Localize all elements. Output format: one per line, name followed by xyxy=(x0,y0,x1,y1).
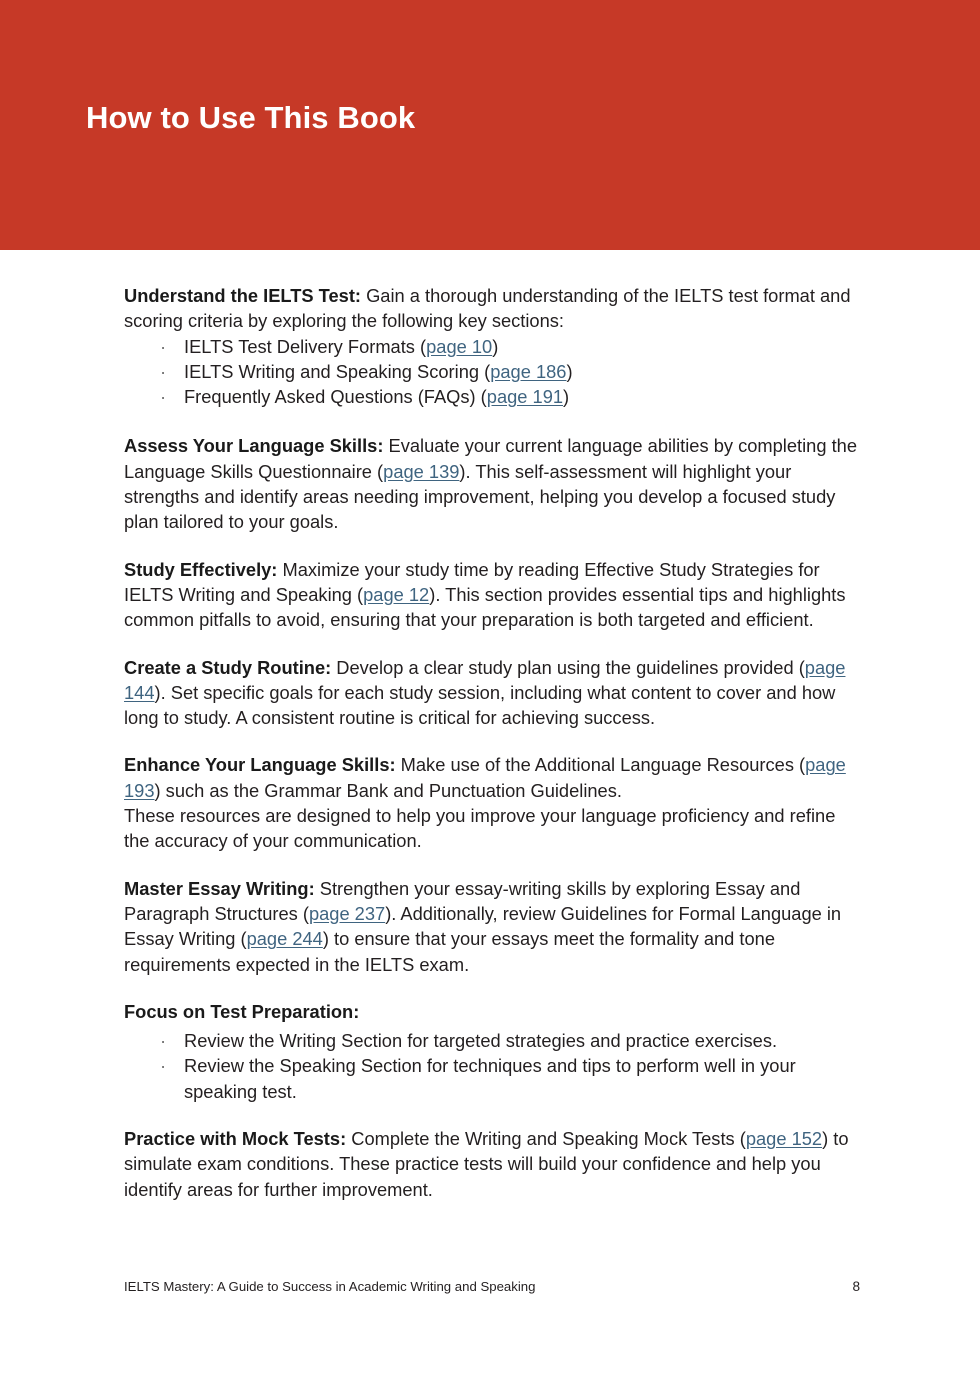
bullet-list-test-preparation xyxy=(124,1028,860,1104)
paragraph-assess-your-language-skills xyxy=(124,433,860,534)
list-item-text: IELTS Test Delivery Formats ( xyxy=(184,335,427,357)
paragraph-text: Strengthen your essay-writing skills by exploring Essay and Paragraph Structures ( xyxy=(124,877,801,924)
paragraph-text: Develop a clear study plan using the guidelines provided ( xyxy=(331,656,805,678)
paragraph-text: ). Additionally, review Guidelines for Formal Language in Essay Writing ( xyxy=(124,902,842,950)
paragraph-text: Maximize your study time by reading Effective Study Strategies for IELTS Writing and Speaking ( xyxy=(124,558,820,605)
paragraph-lead-in: Master Essay Writing: xyxy=(124,877,315,899)
paragraph-focus-on-test-preparation xyxy=(124,999,860,1024)
list-item xyxy=(124,1053,860,1104)
page-link[interactable]: page 193 xyxy=(124,754,846,801)
paragraph-text: ). This section provides essential tips and highlights common pitfalls to avoid, ensuring that your preparation is both targeted and efficient. xyxy=(124,583,846,631)
paragraph-master-essay-writing xyxy=(124,876,860,977)
bullet-dot-icon: · xyxy=(160,360,167,382)
page-link[interactable]: page 144 xyxy=(124,656,846,703)
bullet-dot-icon: · xyxy=(160,335,167,357)
bullet-list-key-sections xyxy=(124,334,860,410)
list-item-text-after: ) xyxy=(566,360,573,382)
bullet-dot-icon: · xyxy=(160,1055,167,1077)
paragraph-lead-in: Assess Your Language Skills: xyxy=(124,435,384,457)
paragraph-text: Evaluate your current language abilities by completing the Language Skills Questionnaire ( xyxy=(124,435,857,482)
paragraph-text: ). This self-assessment will highlight your strengths and identify areas needing improvement, helping you develop a focused study plan tailored to your goals. xyxy=(124,460,836,533)
list-item xyxy=(124,384,860,409)
paragraph-text: ) such as the Grammar Bank and Punctuation Guidelines. xyxy=(154,779,622,801)
footer-page-number: 8 xyxy=(852,1279,860,1294)
paragraph-practice-with-mock-tests xyxy=(124,1126,860,1202)
list-item-text: Review the Writing Section for targeted strategies and practice exercises. xyxy=(184,1030,778,1052)
page-link[interactable]: page 191 xyxy=(486,386,564,408)
paragraph-understand-the-ielts-test xyxy=(124,283,860,334)
page-link[interactable]: page 152 xyxy=(745,1128,823,1150)
paragraph-text: ) to ensure that your essays meet the formality and tone requirements expected in the IELTS exam. xyxy=(124,928,776,975)
paragraph-lead-in: Enhance Your Language Skills: xyxy=(124,754,396,776)
page-title: How to Use This Book xyxy=(86,100,416,135)
list-item xyxy=(124,334,860,359)
list-item-text: IELTS Writing and Speaking Scoring ( xyxy=(184,360,491,382)
footer-book-title: IELTS Mastery: A Guide to Success in Academic Writing and Speaking xyxy=(124,1279,536,1294)
paragraph-text: Gain a thorough understanding of the IELTS test format and scoring criteria by exploring the following key sections: xyxy=(124,285,851,332)
list-item-text-after: ) xyxy=(492,335,499,357)
page-footer xyxy=(124,1278,860,1296)
page-link[interactable]: page 139 xyxy=(383,460,460,482)
list-item xyxy=(124,359,860,384)
header-banner xyxy=(0,0,980,250)
paragraph-text: ). Set specific goals for each study session, including what content to cover and how long to study. A consistent routine is critical for achieving success. xyxy=(124,681,836,729)
page-link[interactable]: page 10 xyxy=(426,335,493,357)
paragraph-lead-in: Focus on Test Preparation: xyxy=(124,1000,360,1022)
paragraph-text: Make use of the Additional Language Resources ( xyxy=(395,754,806,776)
paragraph-text: ) to simulate exam conditions. These practice tests will build your confidence and help you identify areas for further improvement. xyxy=(124,1128,849,1200)
page-link[interactable]: page 12 xyxy=(363,583,430,605)
paragraph-text: These resources are designed to help you improve your language proficiency and refine the accuracy of your communication. xyxy=(124,805,836,852)
paragraph-text: Complete the Writing and Speaking Mock Tests ( xyxy=(346,1128,746,1150)
paragraph-create-a-study-routine xyxy=(124,655,860,731)
paragraph-study-effectively xyxy=(124,557,860,633)
page-link[interactable]: page 237 xyxy=(308,902,386,924)
list-item-text-after: ) xyxy=(563,386,570,408)
paragraph-lead-in: Practice with Mock Tests: xyxy=(124,1128,347,1150)
bullet-dot-icon: · xyxy=(160,386,167,408)
list-item-text: Frequently Asked Questions (FAQs) ( xyxy=(184,386,487,408)
paragraph-enhance-your-language-skills xyxy=(124,752,860,853)
paragraph-lead-in: Study Effectively: xyxy=(124,558,278,580)
list-item xyxy=(124,1028,860,1053)
page-link[interactable]: page 186 xyxy=(490,360,567,382)
paragraph-lead-in: Understand the IELTS Test: xyxy=(124,285,361,306)
list-item-text: Review the Speaking Section for techniques and tips to perform well in your speaking test. xyxy=(184,1055,796,1102)
document-body xyxy=(124,283,860,1224)
bullet-dot-icon: · xyxy=(160,1030,167,1052)
paragraph-lead-in: Create a Study Routine: xyxy=(124,656,332,678)
page-link[interactable]: page 244 xyxy=(246,928,323,950)
